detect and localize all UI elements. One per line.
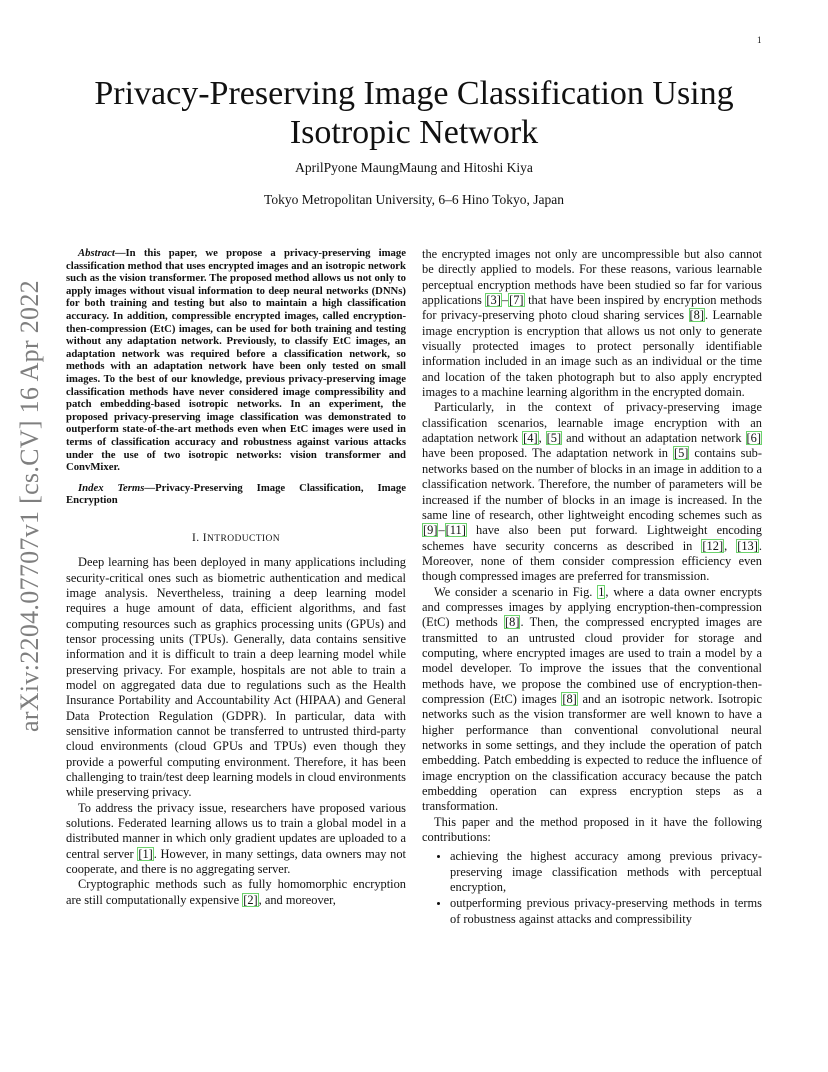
text-span: . Then, the compressed encrypted images are transmitted to an untrusted cloud provider for storage and computing, where encrypted images are used to train a model by a model developer. To improve the issues that the conventional methods have, we propose the combined use of encryption-then-compression (EtC) images (422, 615, 763, 706)
text-span: We consider a scenario in Fig. (434, 584, 598, 599)
text-span: have been proposed. The adaptation network in (422, 446, 673, 461)
citation-link[interactable]: [8] (505, 615, 520, 630)
citation-link[interactable]: [12] (702, 538, 724, 553)
authors: AprilPyone MaungMaung and Hitoshi Kiya (295, 160, 533, 175)
citation-link[interactable]: [2] (243, 892, 258, 907)
intro-paragraph-6 (422, 585, 762, 815)
text-span: – (438, 523, 445, 538)
section-number: I. (191, 531, 200, 544)
text-span: To address the privacy issue, researchers have proposed various solutions. Federated learning allows us to train a global model in a distributed manner in which only gradient updates are uploaded to a central server (66, 800, 406, 861)
citation-link[interactable]: [5] (673, 446, 689, 461)
contributions-list (422, 849, 762, 927)
abstract (66, 247, 406, 474)
section-title-rest: NTRODUCTION (207, 533, 281, 544)
citation-link[interactable]: [6] (746, 431, 761, 446)
section-heading-introduction (66, 531, 406, 547)
section-title-initial: I (202, 531, 207, 544)
text-span: the encrypted images not only are uncompressible but also cannot be directly applied to models. For these reasons, various learnable perceptual encryption methods have been studied so far for various applications (422, 247, 762, 308)
text-span: , (724, 538, 737, 553)
text-span: – (501, 293, 509, 308)
citation-link[interactable]: [8] (562, 691, 577, 706)
citation-link[interactable]: [1] (138, 846, 153, 861)
right-column (422, 247, 762, 928)
citation-link[interactable]: [7] (509, 293, 524, 308)
paper-title: Privacy-Preserving Image Classification Using Isotropic Network (94, 75, 734, 151)
citation-link[interactable]: [3] (486, 293, 501, 308)
citation-link[interactable]: [8] (689, 308, 704, 323)
index-terms-label: Index Terms (78, 481, 145, 494)
affiliation: Tokyo Metropolitan University, 6–6 Hino Tokyo, Japan (264, 192, 564, 207)
text-span: contains sub-networks based on the number of blocks in an image in addition to a classification network. Therefore, the number of parameters will be increased if the number of blocks in an image is increased. In the same line of research, other lightweight encoding schemes such as (422, 446, 763, 522)
text-span: that have been inspired by encryption methods for privacy-preserving photo cloud sharing services (422, 293, 762, 323)
index-terms-text: —Privacy-Preserving Image Classification, Image Encryption (66, 481, 406, 507)
citation-link[interactable]: [5] (546, 431, 562, 446)
text-span: , and moreover, (258, 892, 336, 907)
text-span: . Moreover, none of them consider compression efficiency even though compressed images are preferred for transmission. (422, 538, 762, 584)
intro-paragraph-2 (66, 801, 406, 878)
text-span: have also been put forward. Lightweight encoding schemes have security concerns as described in (422, 523, 762, 553)
text-span: , (538, 431, 546, 446)
arxiv-stamp: arXiv:2204.07707v1 [cs.CV] 16 Apr 2022 (15, 280, 44, 732)
list-item: • outperforming previous privacy-preserving methods in terms of robustness against attacks and compressibility (450, 896, 762, 927)
list-item: • achieving the highest accuracy among previous privacy-preserving image classification methods with perceptual encryption, (450, 849, 762, 895)
left-column (66, 247, 406, 908)
intro-paragraph-7: This paper and the method proposed in it have the following contributions: (422, 814, 762, 845)
index-terms (66, 482, 406, 507)
citation-link[interactable]: [13] (737, 538, 758, 553)
citation-link[interactable]: [11] (445, 523, 466, 538)
page-number: 1 (757, 35, 762, 45)
figure-link[interactable]: 1 (598, 584, 605, 599)
abstract-label: Abstract (78, 247, 115, 259)
abstract-text: —In this paper, we propose a privacy-preserving image classification method that uses encrypted images and an isotropic network such as the vision transformer. The proposed method allows us not only to apply images without visual information to deep neural networks (DNNs) for both training and testing but also to maintain a high classification accuracy. In addition, compressible encrypted images, called encryption-then-compression (EtC) images, can be used for both training and testing without any adaptation network. Previously, to classify EtC images, an adaptation network was required before a classification network, so methods with an adaptation network have been only tested on small images. To the best of our knowledge, previous privacy-preserving image classification methods have never considered image compressibility and patch embedding-based isotropic networks. In an experiment, the proposed privacy-preserving image classification was demonstrated to outperform state-of-the-art methods even when EtC images were used in terms of classification accuracy and robustness against various attacks under the use of two isotropic networks: vision transformer and ConvMixer. (66, 247, 406, 474)
intro-paragraph-3 (66, 877, 406, 908)
text-span: and without an adaptation network (562, 431, 746, 446)
intro-paragraph-4 (422, 247, 762, 400)
intro-paragraph-5 (422, 400, 762, 584)
text-span: and an isotropic network. Isotropic networks such as the vision transformer are well known to have a higher performance than conventional convolutional neural networks in some settings, and they include the operation of patch embedding. Patch embedding is expected to reduce the influence of image encryption on the classification accuracy because the patch embedding operation can express encryption steps as a transformation. (422, 691, 762, 814)
intro-paragraph-1: Deep learning has been deployed in many applications including security-critical ones such as biometric authentication and medical image analysis. Nevertheless, training a deep learning model requires a huge amount of data, efficient algorithms, and fast computing resources such as graphics processing units (GPUs) and tensor processing units (TPUs). Generally, data contains sensitive information and it is difficult to train a deep learning model while preserving privacy. For example, hospitals are not able to train a model on aggregated data due to regulations such as the Health Insurance Portability and Accountability Act (HIPAA) and General Data Protection Regulation (GDPR). In particular, data with sensitive information cannot be transferred to untrusted third-party cloud environments (cloud GPUs and TPUs) even though they provide a powerful computing environment. Therefore, it has been challenging to train/test deep learning models in cloud environments while preserving privacy. (66, 555, 406, 800)
text-span: . Learnable image encryption is encryption that allows us not only to generate visually protected images to protect personally identifiable information included in an image such as an individual or the time and location of the taken photograph but to also apply encrypted images to a machine learning algorithm in the encrypted domain. (422, 308, 762, 400)
text-span: Particularly, in the context of privacy-preserving image classification scenarios, learnable image encryption with an adaptation network (422, 400, 762, 446)
text-span: Cryptographic methods such as fully homomorphic encryption are still computationally expensive (66, 877, 406, 907)
citation-link[interactable]: [4] (523, 431, 538, 446)
text-span: . However, in many settings, data owners may not cooperate, and there is no aggregating server. (66, 846, 407, 877)
text-span: , where a data owner encrypts and compresses images by applying encryption-then-compression (EtC) methods (422, 584, 762, 630)
citation-link[interactable]: [9] (423, 523, 438, 538)
